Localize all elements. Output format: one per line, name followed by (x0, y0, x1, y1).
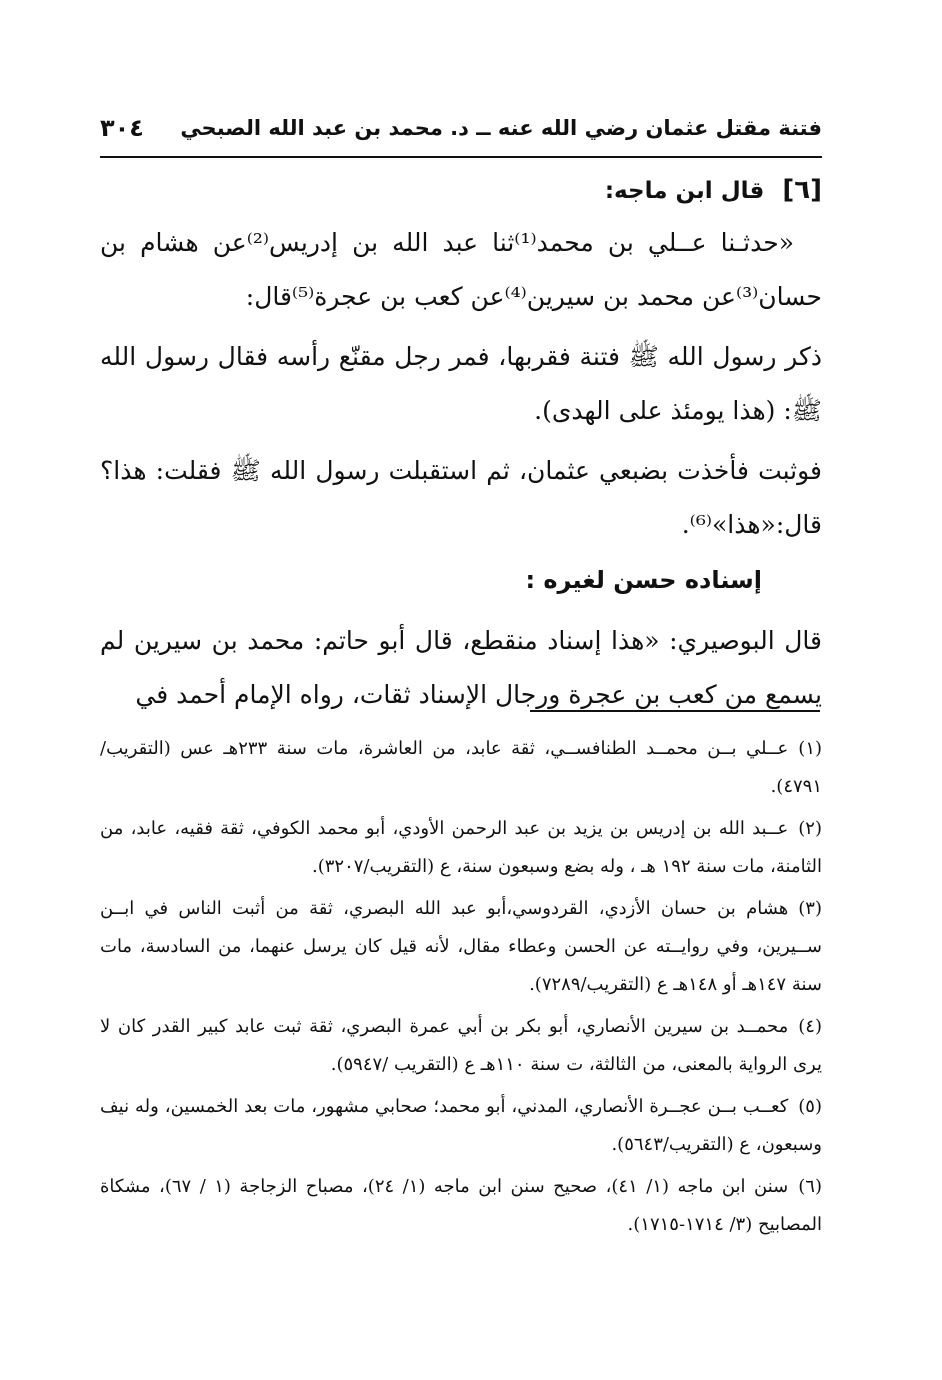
footnote-text: سنن ابن ماجه (١/ ٤١)، صحيح سنن ابن ماجه (١/ ٢٤)، مصباح الزجاجة (١ / ٦٧)، مشكاة المصابيح (٣/ ١٧١٤-١٧١٥). (100, 1176, 822, 1235)
hadith-heading (100, 172, 822, 208)
isnad-paragraph: قال البوصيري: «هذا إسناد منقطع، قال أبو حاتم: محمد بن سيرين لم يسمع من كعب بن عجرة ورجال الإسناد ثقات، رواه الإمام أحمد في (100, 626, 822, 709)
footnote (100, 890, 822, 1004)
page-header (100, 112, 822, 158)
footnote-text: محمــد بن سيرين الأنصاري، أبو بكر بن أبي عمرة البصري، ثقة ثبت عابد كبير القدر كان لا يرى الرواية بالمعنى، من الثالثة، ت سنة ١١٠هـ ع (التقريب /٥٩٤٧). (100, 1016, 822, 1075)
footnote-number: (١) (798, 738, 823, 759)
footnote-text: عــبد الله بن إدريس بن يزيد بن عبد الرحمن الأودي، أبو محمد الكوفي، ثقة فقيه، عابد، من الثامنة، مات سنة ١٩٢ هـ ، وله بضع وسبعون سنة، ع (التقريب/٣٢٠٧). (100, 818, 822, 877)
footnote-text: كعــب بــن عجــرة الأنصاري، المدني، أبو محمد؛ صحابي مشهور، مات بعد الخمسين، وله نيف وسبعون، ع (التقريب/٥٦٤٣). (100, 1096, 822, 1155)
footnote (100, 1088, 822, 1164)
hadith-heading-text: قال ابن ماجه: (604, 178, 765, 204)
footnotes (100, 730, 822, 1248)
main-text (100, 168, 822, 728)
footnote-text: هشام بن حسان الأزدي، القردوسي،أبو عبد الله البصري، ثقة من أثبت الناس في ابــن ســيرين، وفي روايــته عن الحسن وعطاء مقال، لأنه قيل كان يرسل عنهما، من السادسة، مات سنة ١٤٧هـ أو ١٤٨هـ ع (التقريب/٧٢٨٩). (100, 898, 822, 995)
footnote-number: (٤) (798, 1016, 822, 1037)
footnote-number: (٣) (798, 898, 822, 919)
footnote (100, 730, 822, 806)
hadith-paragraph: فوثبت فأخذت بضبعي عثمان، ثم استقبلت رسول الله ﷺ فقلت: هذا؟ قال:«هذا»⁽⁶⁾. (100, 456, 822, 539)
hadith-paragraph: «حدثـنا عــلي بن محمد⁽¹⁾ثنا عبد الله بن إدريس⁽²⁾عن هشام بن حسان⁽³⁾عن محمد بن سيرين⁽⁴⁾عن كعب بن عجرة⁽⁵⁾قال: (100, 228, 822, 311)
running-title: فتنة مقتل عثمان رضي الله عنه ــ د. محمد بن عبد الله الصبحي (180, 116, 822, 140)
footnote-text: عــلي بــن محمــد الطنافســي، ثقة عابد، من العاشرة، مات سنة ٢٣٣هـ عس (التقريب/٤٧٩١). (100, 738, 822, 797)
footnote-separator (530, 710, 820, 712)
footnote-number: (٦) (798, 1176, 822, 1197)
hadith-paragraph: ذكر رسول الله ﷺ فتنة فقربها، فمر رجل مقنّع رأسه فقال رسول الله ﷺ: (هذا يومئذ على الهدى). (100, 342, 822, 425)
isnad-heading: إسناده حسن لغيره : (525, 566, 762, 594)
footnote (100, 1008, 822, 1084)
hadith-number: [٦] (782, 175, 822, 205)
footnote-number: (٥) (798, 1096, 822, 1117)
page-number: ٣٠٤ (100, 114, 144, 142)
footnote-number: (٢) (798, 818, 822, 839)
footnote (100, 1168, 822, 1244)
footnote (100, 810, 822, 886)
